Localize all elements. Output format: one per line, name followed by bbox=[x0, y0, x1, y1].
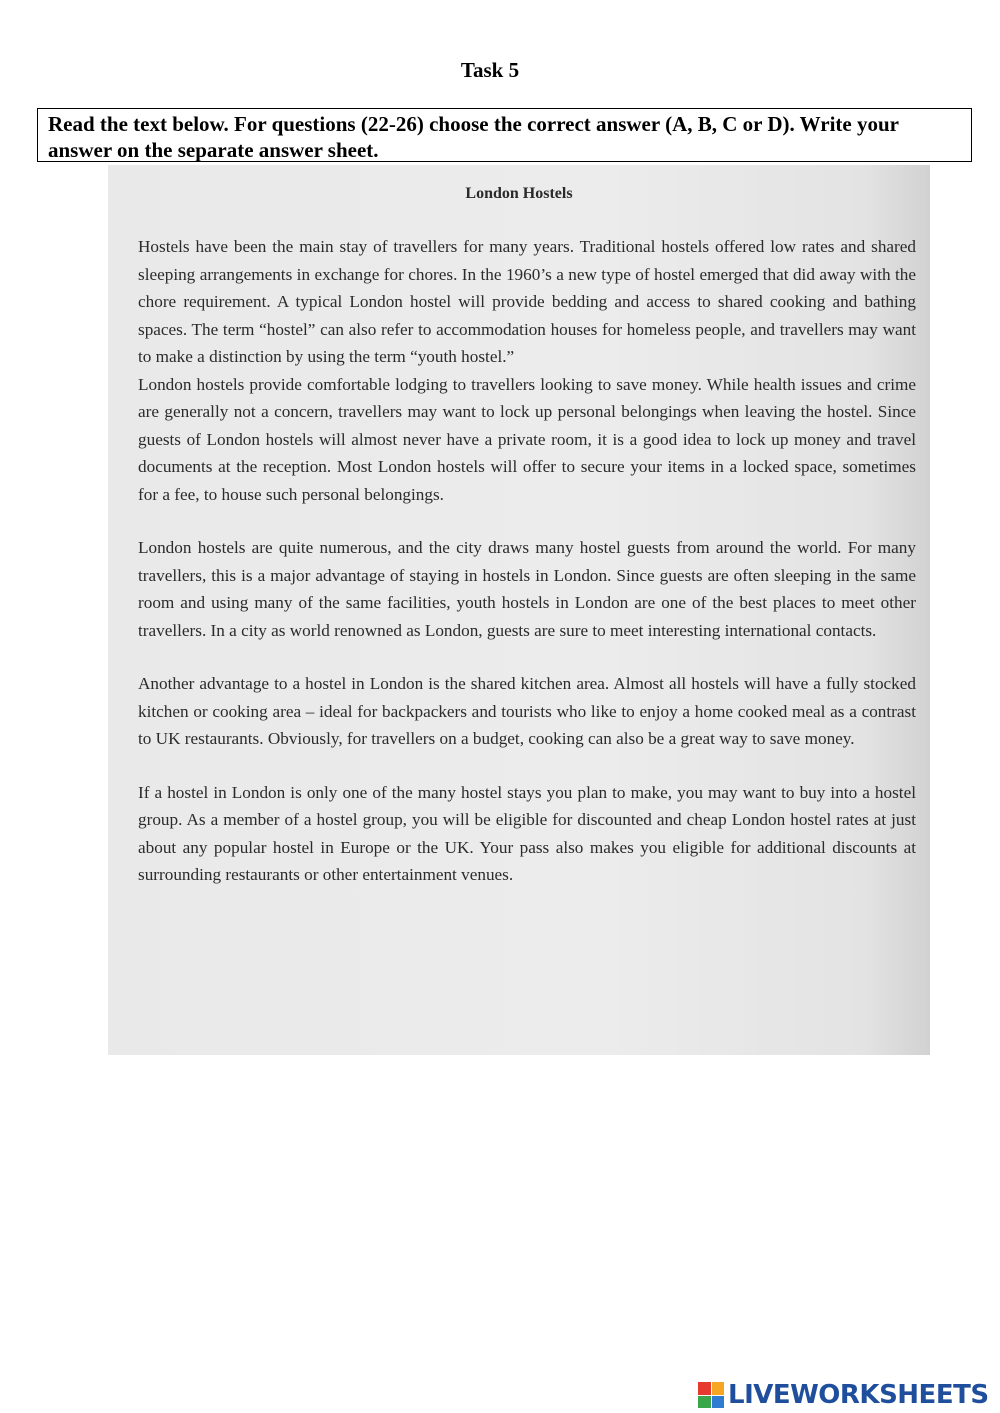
article-title: London Hostels bbox=[465, 185, 573, 202]
logo-square-2 bbox=[712, 1382, 725, 1395]
paragraph-1: Hostels have been the main stay of travellers for many years. Traditional hostels offered low rates and shared sleeping arrangements in exchange for chores. In the 1960’s a new type of hostel emerged that did away with the chore requirement. A typical London hostel will provide bedding and access to shared cooking and bathing spaces. The term “hostel” can also refer to accommodation houses for homeless people, and travellers may want to make a distinction by using the term “youth hostel.” bbox=[138, 237, 916, 366]
paragraph-3: London hostels are quite numerous, and the city draws many hostel guests from around the world. For many travellers, this is a major advantage of staying in hostels in London. Since guests are often sleeping in the same room and using many of the same facilities, youth hostels in London are one of the best places to meet other travellers. In a city as world renowned as London, guests are sure to meet interesting international contacts. bbox=[138, 538, 916, 640]
article-body bbox=[138, 233, 916, 915]
logo-square-1 bbox=[698, 1382, 711, 1395]
paragraph-4: Another advantage to a hostel in London is the shared kitchen area. Almost all hostels will have a fully stocked kitchen or cooking area – ideal for backpackers and tourists who like to enjoy a home cooked meal as a contrast to UK restaurants. Obviously, for travellers on a budget, cooking can also be a great way to save money. bbox=[138, 674, 916, 748]
instruction-box bbox=[37, 108, 972, 162]
paragraph-2: London hostels provide comfortable lodging to travellers looking to save money. While health issues and crime are generally not a concern, travellers may want to lock up personal belongings when leaving the hostel. Since guests of London hostels will almost never have a private room, it is a good idea to lock up money and travel documents at the reception. Most London hostels will offer to secure your items in a locked space, sometimes for a fee, to house such personal belongings. bbox=[138, 374, 916, 504]
task-title: Task 5 bbox=[460, 58, 520, 82]
paragraph-5: If a hostel in London is only one of the many hostel stays you plan to make, you may want to buy into a hostel group. As a member of a hostel group, you will be eligible for discounted and cheap London hostel rates at just about any popular hostel in Europe or the UK. Your pass also makes you eligible for additional discounts at surrounding restaurants or other entertainment venues. bbox=[138, 782, 916, 884]
logo-badge-icon bbox=[698, 1382, 724, 1408]
scanned-page bbox=[108, 165, 930, 1055]
logo-square-4 bbox=[712, 1396, 725, 1409]
logo-square-3 bbox=[698, 1396, 711, 1409]
instruction-text: Read the text below. For questions (22-26) choose the correct answer (A, B, C or D). Write your answer on the separate answer sheet. bbox=[48, 112, 899, 162]
liveworksheets-logo bbox=[698, 1378, 989, 1412]
logo-text: LIVEWORKSHEETS bbox=[728, 1380, 989, 1410]
